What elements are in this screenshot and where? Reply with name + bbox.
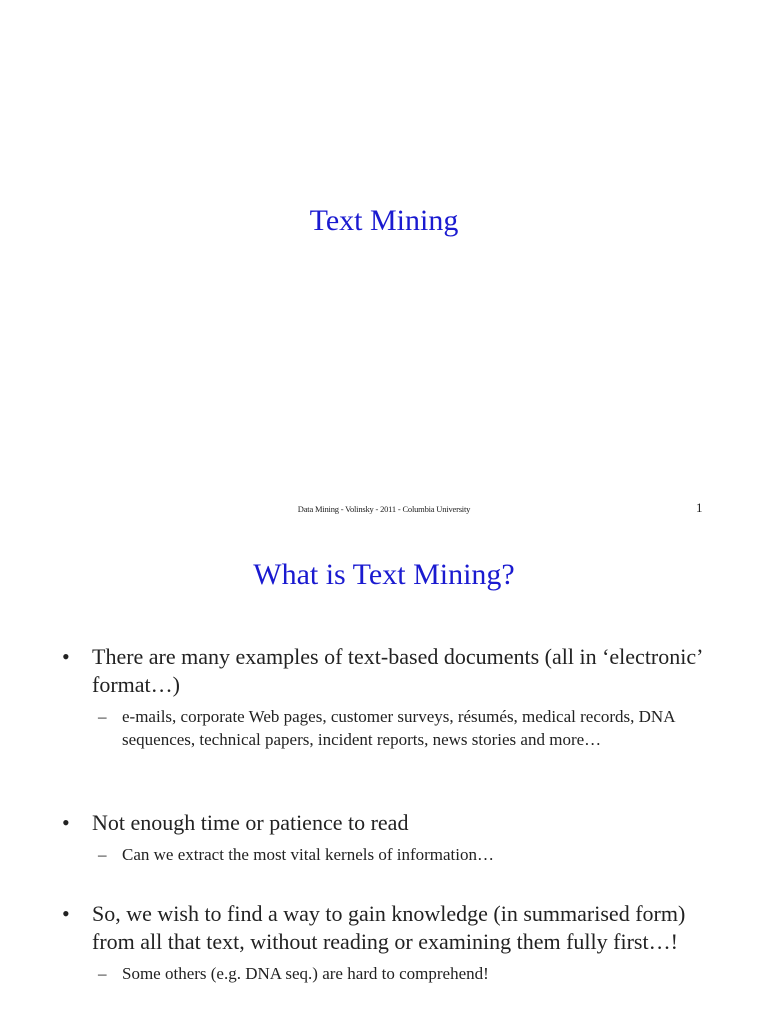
bullet-item: • Not enough time or patience to read [62, 809, 722, 837]
sub-bullet-item: – Can we extract the most vital kernels of information… [62, 843, 722, 866]
bullet-group [62, 900, 722, 985]
slide-title: Text Mining [309, 204, 459, 237]
bullet-group [62, 643, 722, 751]
sub-bullet-item: – Some others (e.g. DNA seq.) are hard to comprehend! [62, 962, 722, 985]
bullet-group [62, 809, 722, 866]
sub-bullet-item: – e-mails, corporate Web pages, customer surveys, résumés, medical records, DNA sequences, technical papers, incident reports, news stories and more… [62, 705, 722, 751]
slide-title-2: What is Text Mining? [253, 558, 515, 591]
page-number: 1 [696, 500, 703, 515]
slide-footer: Data Mining - Volinsky - 2011 - Columbia University [297, 504, 471, 514]
bullet-item: • There are many examples of text-based documents (all in ‘electronic’ format…) [62, 643, 722, 699]
bullet-item: • So, we wish to find a way to gain knowledge (in summarised form) from all that text, without reading or examining them fully first…! [62, 900, 722, 956]
